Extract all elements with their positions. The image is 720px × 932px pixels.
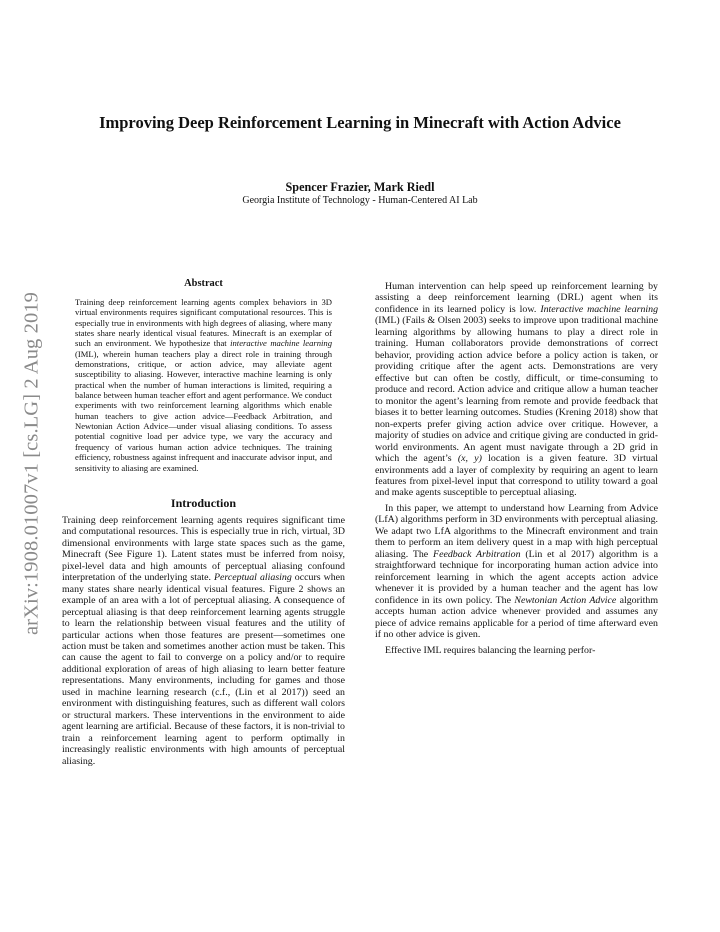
left-column bbox=[62, 277, 345, 767]
intro-p3-seg-2: (Lin et al 2017) algorithm is a straightforward technique for incorporating human action advice into reinforcement learning in which the agent accepts action advice whenever it is provided by a human teacher and the agent has low confidence in its own policy. The bbox=[375, 548, 659, 606]
intro-p3-seg-1: In this paper, we attempt to understand how Learning from Advice (LfA) algorithms perform in 3D environments with perceptual aliasing. We adapt two LfA algorithms to the Minecraft environment and train them to perform an item delivery quest in a map with high perceptual aliasing. The bbox=[375, 502, 658, 560]
abstract-text bbox=[75, 297, 332, 473]
intro-p1-seg-1: Training deep reinforcement learning agents requires significant time and computational resources. This is especially true in rich, virtual, 3D dimensional environments with large state spaces such as the game, Minecraft (See Figure 1). Latent states must be inferred from noisy, pixel-level data and high amounts of perceptual aliasing confound interpretation of the underlying state. bbox=[62, 514, 345, 584]
intro-p3-emphasis-1: Feedback Arbitration bbox=[433, 548, 521, 560]
intro-p1-seg-2: occurs when many states share nearly identical visual features. Figure 2 shows an example of an area with a lot of perceptual aliasing. A consequence of perceptual aliasing is that deep reinforcement learning agents struggle to learn the relationship between visual features and the utility of particular actions when those features are present—sometimes one action must be taken and sometimes another action must be taken. This can cause the agent to fail to converge on a policy and/or to require additional exploration of areas of high aliasing to learn better feature representations. Many environments, including for games and those used in machine learning research (c.f., (Lin et al 2017)) seed an environment with distinguishing features, such as different wall colors or structural markers. These interventions in the environment to aide agent learning are artificial. Because of these factors, it is non-trivial to train a reinforcement learning agent to perform optimally in increasingly realistic environments with high amounts of perceptual aliasing. bbox=[62, 572, 345, 767]
right-column bbox=[375, 277, 658, 656]
arxiv-identifier-text: arXiv:1908.01007v1 [cs.LG] 2 Aug 2019 bbox=[20, 291, 43, 636]
intro-p2-seg-2: (IML) (Fails & Olsen 2003) seeks to improve upon traditional machine learning algorithms by allowing humans to play a direct role in training. Human collaborators provide demonstrations of correct behavior, providing action advice before a policy action is taken, or providing critique after the agent acts. Demonstrations are very effective but can often be costly, difficult, or time-consuming to produce and record. Action advice and critique allow a human teacher to monitor the agent’s learning from remote and provide feedback that biases it to better learning outcomes. Studies (Krening 2018) show that non-experts prefer giving action advice over critique. However, a majority of studies on advice and critique giving are conducted in grid-world environments. An agent must navigate through a 2D grid in which the agent’s bbox=[375, 315, 658, 465]
paper-title: Improving Deep Reinforcement Learning in Minecraft with Action Advice bbox=[99, 113, 621, 132]
intro-p2-emphasis-1: Interactive machine learning bbox=[540, 303, 659, 315]
paper-affiliation: Georgia Institute of Technology - Human-Centered AI Lab bbox=[242, 195, 478, 206]
abstract-seg-1: Training deep reinforcement learning agents complex behaviors in 3D virtual environments requires significant computational resources. This is especially true in environments with high degrees of aliasing, where many states share nearly identical visual features. Minecraft is an exemplar of such an environment. We hypothesize that bbox=[75, 297, 332, 349]
intro-paragraph-2 bbox=[375, 281, 658, 499]
intro-paragraph-3 bbox=[375, 503, 658, 641]
introduction-heading: Introduction bbox=[170, 495, 237, 510]
abstract-heading: Abstract bbox=[184, 278, 223, 289]
intro-paragraph-1 bbox=[62, 515, 345, 767]
intro-p2-seg-3: location is a given feature. 3D virtual environments add a layer of complexity by requiring an agent to learn features from pixel-level input that correspond to utility toward a goal and make agents susceptible to perceptual aliasing. bbox=[375, 453, 658, 499]
abstract-emphasis: interactive machine learning bbox=[230, 338, 332, 349]
intro-p2-seg-1: Human intervention can help speed up reinforcement learning by assisting a deep reinforcement learning (DRL) agent when its confidence in its learned policy is low. bbox=[375, 281, 658, 315]
intro-p3-emphasis-2: Newtonian Action Advice bbox=[514, 594, 617, 606]
intro-paragraph-4: Effective IML requires balancing the learning perfor- bbox=[385, 644, 596, 656]
intro-p3-seg-3: algorithm accepts human action advice whenever provided and assumes any piece of advice remains applicable for a period of time afterward even if no other advice is given. bbox=[375, 594, 659, 641]
intro-p1-emphasis: Perceptual aliasing bbox=[213, 572, 292, 584]
intro-p2-emphasis-2: (x, y) bbox=[457, 453, 482, 465]
paper-authors: Spencer Frazier, Mark Riedl bbox=[285, 180, 435, 194]
abstract-seg-2: (IML), wherein human teachers play a direct role in training through demonstrations, critique, or action advice, may alleviate agent susceptibility to aliasing. However, interactive machine learning is only practical when the number of human interactions is limited, requiring a balance between human teacher effort and agent performance. We conduct experiments with two reinforcement learning algorithms which enable human teachers to give action advice—Feedback Arbitration, and Newtonian Action Advice—under visual aliasing conditions. To assess potential cognitive load per advice type, we vary the accuracy and frequency of various human action advice techniques. The training efficiency, robustness against infrequent and inaccurate advisor input, and sensitivity to aliasing are examined. bbox=[75, 348, 332, 473]
